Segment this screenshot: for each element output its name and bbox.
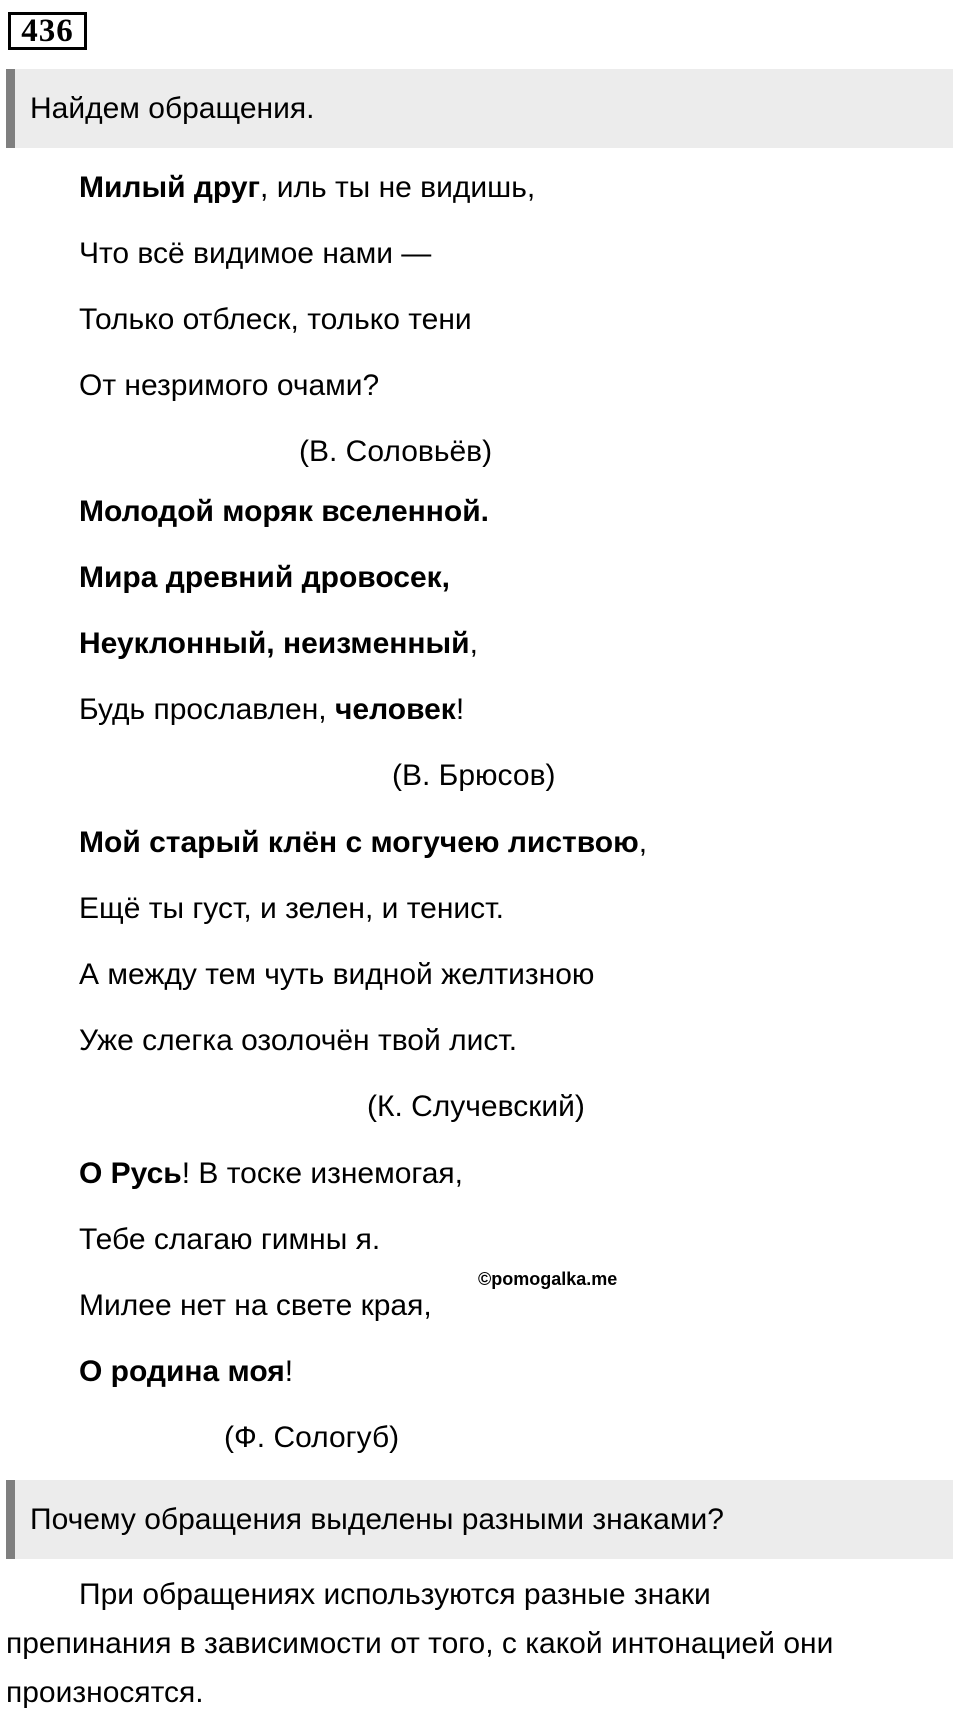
poem-1-line-1 — [79, 170, 535, 206]
address-highlight: Неуклонный, неизменный — [79, 627, 470, 660]
poem-4-line-4 — [79, 1354, 293, 1390]
poem-text: Будь прославлен, — [79, 693, 335, 726]
poem-3-line-3 — [79, 957, 594, 993]
poem-text: ! В тоске изнемогая, — [181, 1157, 463, 1190]
poem-2-line-3 — [79, 626, 478, 662]
task-header-find-addresses — [6, 69, 953, 148]
address-highlight: Милый друг — [79, 171, 261, 204]
poem-3-line-1 — [79, 825, 647, 861]
poem-1-line-3 — [79, 302, 472, 338]
address-highlight: Молодой моряк вселенной. — [79, 495, 489, 528]
poem-4-author: (Ф. Сологуб) — [224, 1421, 400, 1454]
poem-2-author: (В. Брюсов) — [392, 759, 556, 792]
answer-text-rest: препинания в зависимости от того, с какой интонацией они произносятся. — [6, 1627, 834, 1709]
poem-text: Уже слегка озолочён твой лист. — [79, 1024, 518, 1057]
poem-text: , — [469, 627, 478, 660]
address-highlight: Мира древний дровосек, — [79, 561, 451, 594]
poem-2-line-1 — [79, 494, 489, 530]
poem-text: , — [638, 826, 648, 859]
poem-4-line-3 — [79, 1288, 432, 1324]
address-highlight: человек — [334, 693, 456, 726]
poem-2-line-4 — [79, 692, 464, 728]
answer-line-first: При обращениях используются разные знаки — [79, 1578, 711, 1611]
poem-text: ! — [284, 1355, 294, 1388]
poem-3-author: (К. Случевский) — [367, 1090, 585, 1123]
poem-4-line-1 — [79, 1156, 463, 1192]
answer-paragraph — [6, 1570, 956, 1717]
task-question-text: Почему обращения выделены разными знаками? — [30, 1503, 724, 1536]
poem-1-line-2 — [79, 236, 431, 272]
address-highlight: О родина моя — [79, 1355, 285, 1388]
exercise-number: 436 — [8, 12, 87, 50]
poem-4-line-2 — [79, 1222, 380, 1258]
address-highlight: О Русь — [79, 1157, 182, 1190]
poem-text: Тебе слагаю гимны я. — [79, 1223, 381, 1256]
poem-text: ! — [455, 693, 465, 726]
poem-text: Только отблеск, только тени — [79, 303, 472, 336]
poem-text: От незримого очами? — [79, 369, 380, 402]
watermark: ©pomogalka.me — [478, 1269, 618, 1289]
poem-text: А между тем чуть видной желтизною — [79, 958, 595, 991]
poem-text: Что всё видимое нами — — [79, 237, 432, 270]
poem-1-author: (В. Соловьёв) — [299, 435, 493, 468]
poem-text: Ещё ты густ, и зелен, и тенист. — [79, 892, 504, 925]
task-header-question — [6, 1480, 953, 1559]
poem-text: Милее нет на свете края, — [79, 1289, 432, 1322]
poem-2-line-2 — [79, 560, 450, 596]
address-highlight: Мой старый клён с могучею листвою — [79, 826, 639, 859]
task-header-text: Найдем обращения. — [30, 92, 315, 125]
poem-1-line-4 — [79, 368, 379, 404]
poem-text: , иль ты не видишь, — [260, 171, 536, 204]
poem-3-line-2 — [79, 891, 504, 927]
poem-3-line-4 — [79, 1023, 517, 1059]
